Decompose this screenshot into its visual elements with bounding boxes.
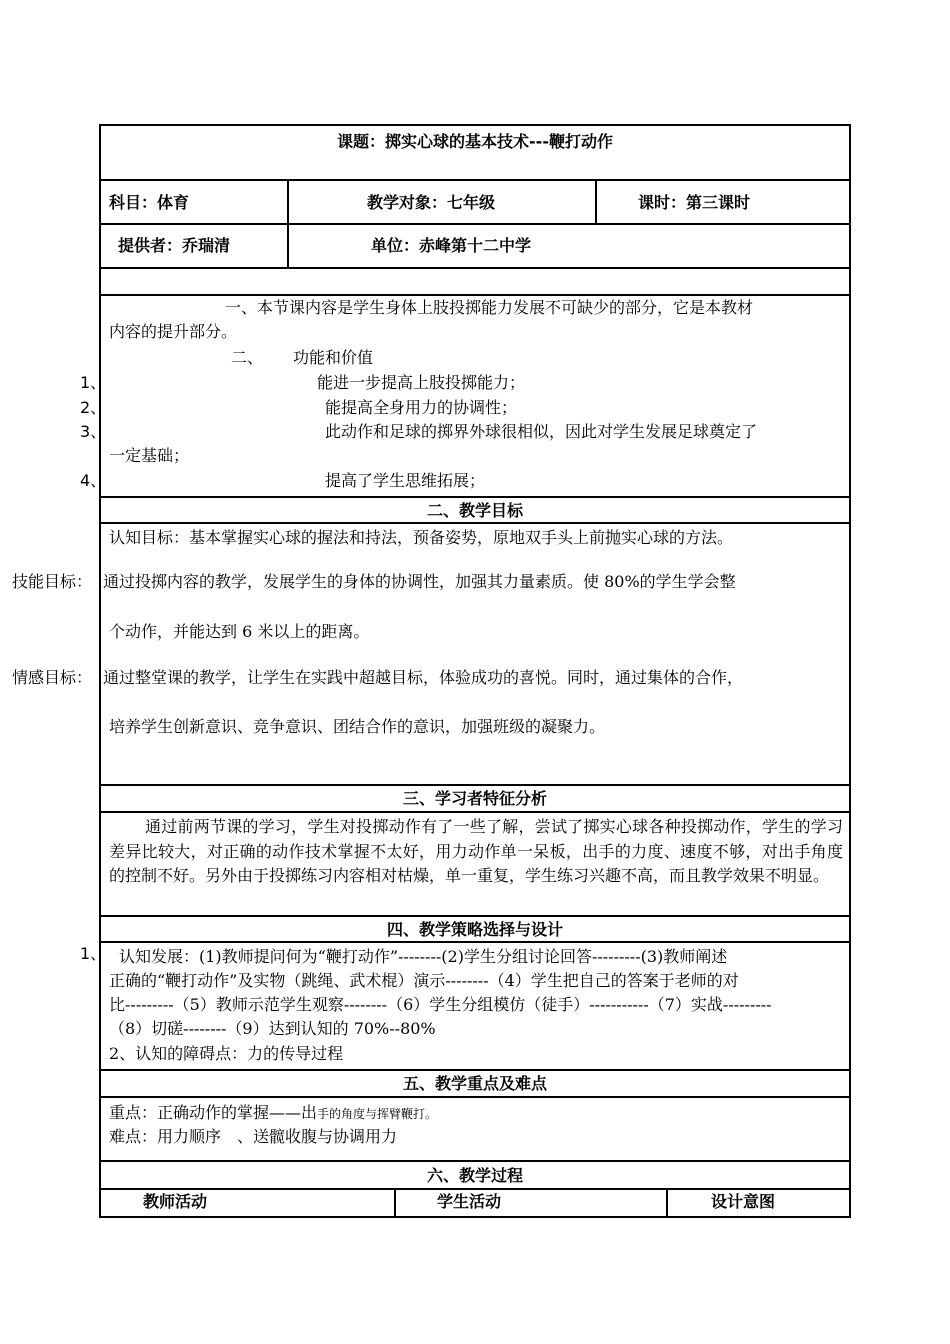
info-row-1 (101, 181, 849, 225)
strategy-heading-row (101, 917, 849, 943)
learner-heading: 三、学习者特征分析 (402, 789, 547, 808)
value-item-4: 提高了学生思维拓展； (325, 471, 486, 490)
strategy-line-3: 比---------（5）教师示范学生观察--------（6）学生分组模仿（徒手）-----------（7）实战--------- (109, 995, 772, 1014)
value-num-1: 1、 (80, 373, 107, 392)
value-item-3-cont: 一定基础； (109, 446, 190, 465)
content-h2-num: 二、 (231, 348, 264, 367)
keypoints-heading: 五、教学重点及难点 (402, 1074, 547, 1093)
strategy-line-1: 认知发展：(1)教师提问何为“鞭打动作”--------(2)学生分组讨论回答---------(3)教师阐述 (119, 947, 728, 966)
empty-row (101, 269, 849, 296)
divider (287, 225, 289, 267)
value-item-3: 此动作和足球的掷界外球很相似，因此对学生发展足球奠定了 (325, 422, 758, 441)
process-heading: 六、教学过程 (426, 1166, 523, 1185)
divider (287, 181, 289, 223)
strategy-num: 1、 (80, 944, 107, 963)
period-label: 课时：第三课时 (638, 193, 751, 212)
skill-objective-line2: 个动作，并能达到 6 米以上的距离。 (109, 622, 370, 641)
content-p1-line2: 内容的提升部分。 (109, 322, 238, 341)
col-design-intent: 设计意图 (711, 1192, 776, 1211)
objectives-section (101, 524, 849, 786)
content-section (101, 296, 849, 498)
divider (595, 181, 597, 223)
strategy-line-2: 正确的“鞭打动作”及实物（跳绳、武术棍）演示--------（4）学生把自己的答案于老师的对 (109, 971, 739, 990)
title-row (101, 126, 849, 181)
unit-label: 单位：赤峰第十二中学 (371, 236, 532, 255)
value-num-4: 4、 (80, 471, 107, 490)
emotion-objective-line1: 通过整堂课的教学，让学生在实践中超越目标，体验成功的喜悦。同时，通过集体的合作， (103, 668, 744, 687)
content-h2-text: 功能和价值 (293, 348, 374, 367)
key-point-detail: 手的角度与挥臂鞭打。 (317, 1107, 438, 1121)
strategy-obstacle: 2、认知的障碍点：力的传导过程 (109, 1044, 344, 1063)
provider-label: 提供者：乔瑞清 (118, 236, 231, 255)
value-item-2: 能提高全身用力的协调性； (325, 398, 518, 417)
content-p1-line1: 一、本节课内容是学生身体上肢投掷能力发展不可缺少的部分，它是本教材 (225, 298, 754, 317)
lesson-title: 课题：掷实心球的基本技术---鞭打动作 (337, 132, 613, 151)
target-label: 教学对象：七年级 (367, 193, 496, 212)
lesson-plan-table (99, 124, 851, 1218)
cognitive-objective: 认知目标：基本掌握实心球的握法和持法，预备姿势，原地双手头上前抛实心球的方法。 (109, 528, 734, 547)
keypoints-heading-row (101, 1071, 849, 1098)
value-num-2: 2、 (80, 398, 107, 417)
objectives-heading-row (101, 498, 849, 524)
strategy-section (101, 943, 849, 1071)
objectives-heading: 二、教学目标 (426, 501, 523, 520)
value-num-3: 3、 (80, 422, 107, 441)
emotion-objective-line2: 培养学生创新意识、竞争意识、团结合作的意识，加强班级的凝聚力。 (109, 717, 606, 736)
learner-text: 通过前两节课的学习，学生对投掷动作有了一些了解，尝试了掷实心球各种投掷动作，学生的学习差异比较大，对正确的动作技术掌握不太好，用力动作单一呆板，出手的力度、速度不够，对出手角度的控制不好。另外由于投掷练习内容相对枯燥，单一重复，学生练习兴趣不高，而且教学效果不明显。 (109, 817, 843, 885)
keypoints-section (101, 1098, 849, 1162)
key-point-main: 重点：正确动作的掌握——出 (109, 1103, 318, 1122)
skill-objective-line1: 通过投掷内容的教学，发展学生的身体的协调性，加强其力量素质。使 80%的学生学会整 (103, 572, 736, 591)
strategy-line-4: （8）切磋--------（9）达到认知的 70%--80% (109, 1019, 436, 1038)
skill-objective-label: 技能目标： (12, 572, 93, 591)
emotion-objective-label: 情感目标： (12, 668, 93, 687)
col-teacher-activity: 教师活动 (143, 1192, 208, 1211)
learner-heading-row (101, 786, 849, 813)
subject-label: 科目：体育 (109, 193, 190, 212)
process-columns-row (101, 1190, 849, 1216)
divider (394, 1190, 396, 1216)
col-student-activity: 学生活动 (437, 1192, 502, 1211)
difficult-point: 难点：用力顺序 、送髋收腹与协调用力 (109, 1127, 398, 1146)
strategy-heading: 四、教学策略选择与设计 (386, 920, 563, 939)
divider (666, 1190, 668, 1216)
key-point (109, 1101, 437, 1126)
value-item-1: 能进一步提高上肢投掷能力； (317, 373, 526, 392)
info-row-2 (101, 225, 849, 269)
learner-section (101, 813, 849, 917)
process-heading-row (101, 1162, 849, 1190)
